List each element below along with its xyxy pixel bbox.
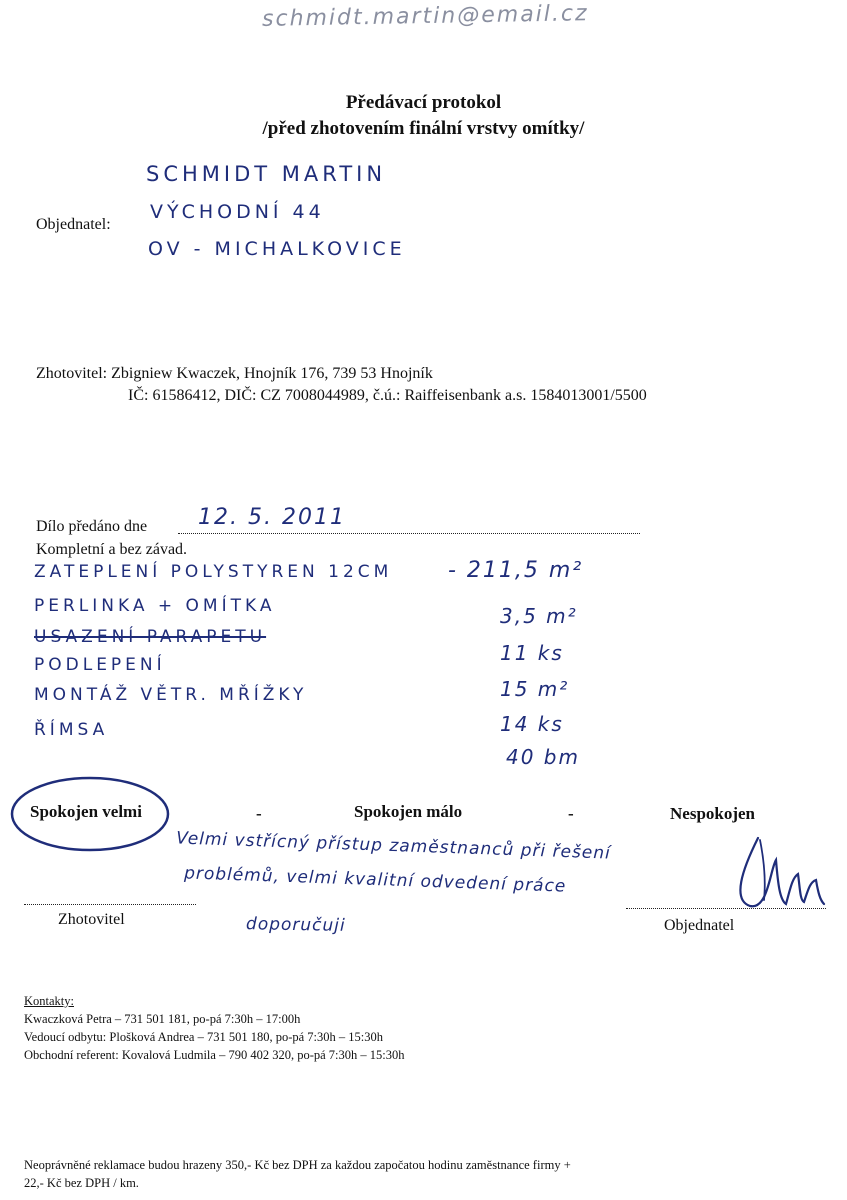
satisfaction-option-dissatisfied: Nespokojen [670, 804, 756, 823]
contact-line: Vedoucí odbytu: Plošková Andrea – 731 501 180, po-pá 7:30h – 15:30h [24, 1030, 383, 1044]
contacts-heading: Kontakty: [24, 994, 74, 1008]
satisfaction-option-little-satisfied: Spokojen málo [354, 802, 463, 821]
customer-street: VÝCHODNÍ 44 [150, 201, 325, 223]
comment-line: Velmi vstřícný přístup zaměstnanců při řešení [175, 828, 612, 864]
handover-label: Dílo předáno dne [36, 518, 148, 535]
work-item-amount: 14 ks [500, 712, 564, 736]
work-item-name: ŘÍMSA [34, 720, 109, 740]
comment-line: doporučuji [245, 914, 346, 936]
contact-line: Kwaczková Petra – 731 501 181, po-pá 7:30h – 17:00h [24, 1012, 301, 1026]
work-item-name: ZATEPLENÍ POLYSTYREN 12CM [34, 562, 393, 582]
handover-status: Kompletní a bez závad. [36, 541, 188, 558]
satisfaction-option-very-satisfied: Spokojen velmi [30, 802, 142, 821]
work-item-name-struck: USAZENÍ PARAPETU [34, 627, 267, 647]
handover-date: 12. 5. 2011 [198, 505, 346, 530]
contact-line: Obchodní referent: Kovalová Ludmila – 790 402 320, po-pá 7:30h – 15:30h [24, 1048, 405, 1062]
customer-signature-label: Objednatel [664, 917, 735, 934]
comment-line: problémů, velmi kvalitní odvedení práce [183, 863, 567, 897]
work-item-name: MONTÁŽ VĚTR. MŘÍŽKY [34, 685, 308, 705]
date-dotted-line [178, 533, 640, 534]
contractor-line1: Zbigniew Kwaczek, Hnojník 176, 739 53 Hnojník [111, 365, 433, 382]
satisfaction-separator: - [568, 804, 574, 823]
work-item-amount: 3,5 m² [500, 604, 578, 628]
contractor-label: Zhotovitel: [36, 365, 108, 382]
customer-name: SCHMIDT MARTIN [146, 162, 387, 186]
document-subtitle: /před zhotovením finální vrstvy omítky/ [262, 118, 585, 139]
contractor-signature-label: Zhotovitel [58, 911, 125, 928]
contractor-signature-line [24, 904, 196, 905]
work-item-amount: 15 m² [500, 677, 570, 701]
contractor-line2: IČ: 61586412, DIČ: CZ 7008044989, č.ú.: Raiffeisenbank a.s. 1584013001/5500 [128, 387, 647, 404]
work-item-name: PODLEPENÍ [34, 655, 166, 675]
pencil-email-note: schmidt.martin@email.cz [261, 1, 589, 32]
document-title: Předávací protokol [345, 92, 502, 113]
footer-line: Neoprávněné reklamace budou hrazeny 350,- Kč bez DPH za každou započatou hodinu zaměstnance firmy + [24, 1158, 571, 1172]
customer-label: Objednatel: [36, 216, 111, 233]
footer-line: 22,- Kč bez DPH / km. [24, 1176, 139, 1190]
customer-signature [720, 830, 840, 915]
customer-city: OV - MICHALKOVICE [148, 238, 406, 260]
work-item-amount: 11 ks [500, 641, 564, 665]
work-item-amount: 40 bm [506, 745, 580, 769]
satisfaction-separator: - [256, 804, 262, 823]
work-item-amount: - 211,5 m² [448, 558, 584, 583]
contractor-block [36, 365, 433, 383]
work-item-name: PERLINKA + OMÍTKA [34, 596, 276, 616]
